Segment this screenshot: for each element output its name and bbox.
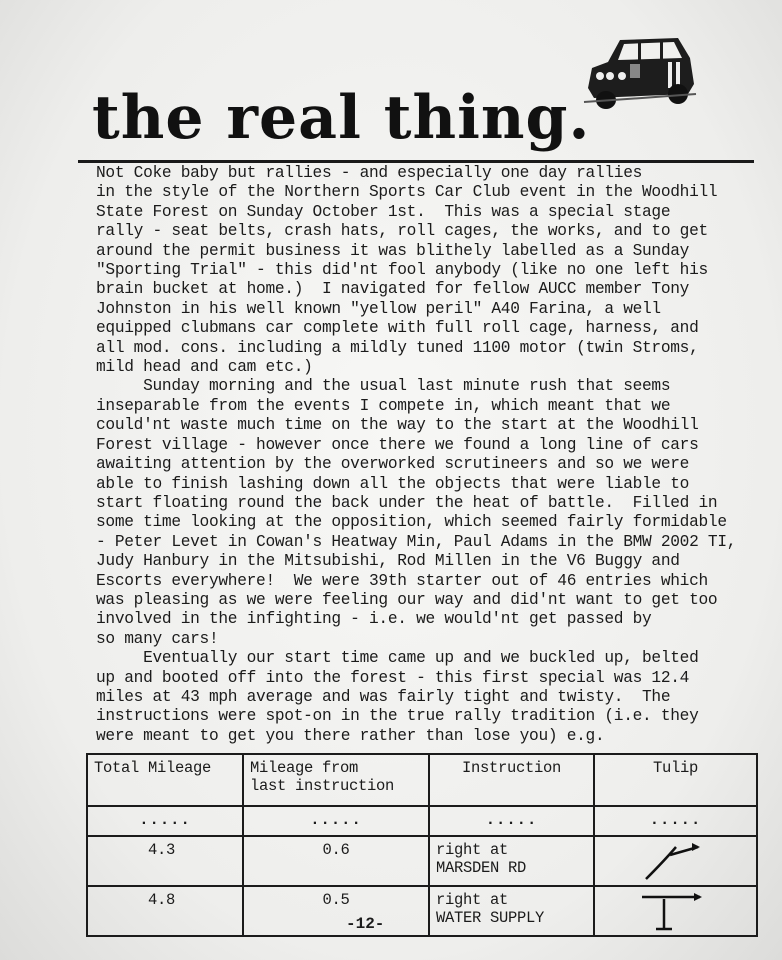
- rally-mini-car-icon: [582, 28, 698, 116]
- total-mileage-cell: 4.8: [87, 886, 243, 936]
- dots-cell: .....: [243, 806, 429, 836]
- table-row: [87, 836, 757, 886]
- tulip-cell: [594, 886, 757, 936]
- page-number: -12-: [346, 915, 385, 933]
- mileage-from-last-cell: 0.6: [243, 836, 429, 886]
- mileage-from-last-cell: 0.5: [243, 886, 429, 936]
- instruction-cell: right at WATER SUPPLY: [429, 886, 594, 936]
- dots-cell: .....: [429, 806, 594, 836]
- paragraph-3: Eventually our start time came up and we buckled up, belted up and booted off into the forest - this first special was 12.4 miles at 43 mph average and was fairly tight and twisty. The instructions were spot-on in the true rally tradition (i.e. they were meant to get you there rather than lose you) e.g.: [96, 649, 699, 745]
- tulip-t-junction-right-icon: [636, 891, 716, 931]
- dots-cell: .....: [87, 806, 243, 836]
- dots-cell: .....: [594, 806, 757, 836]
- instruction-table: [86, 753, 758, 937]
- tulip-right-fork-icon: [636, 841, 716, 881]
- header-tulip: Tulip: [594, 754, 757, 806]
- paragraph-2: Sunday morning and the usual last minute rush that seems inseparable from the events I compete in, which meant that we could'nt waste much time on the way to the start at the Woodhill Forest village - however once there we found a long line of cars awaiting attention by the overworked scrutineers and so we were able to finish lashing down all the objects that were liable to start floating round the back under the heat of battle. Filled in some time looking at the opposition, which seemed fairly formidable - Peter Levet in Cowan's Heatway Min, Paul Adams in the BMW 2002 TI, Judy Hanbury in the Mitsubishi, Rod Millen in the V6 Buggy and Escorts everywhere! We were 39th starter out of 46 entries which was pleasing as we were feeling our way and did'nt want to get too involved in the infighting - i.e. we would'nt get passed by so many cars!: [96, 377, 737, 648]
- header-instruction: Instruction: [429, 754, 594, 806]
- title-rule: [78, 160, 754, 163]
- total-mileage-cell: 4.3: [87, 836, 243, 886]
- paragraph-1: Not Coke baby but rallies - and especially one day rallies in the style of the Northern Sports Car Club event in the Woodhill State Forest on Sunday October 1st. This was a special stage rally - seat belts, crash hats, roll cages, the works, and to get around the permit business it was blithely labelled as a Sunday "Sporting Trial" - this did'nt fool anybody (like no one left his brain bucket at home.) I navigated for fellow AUCC member Tony Johnston in his well known "yellow peril" A40 Farina, a well equipped clubmans car complete with full roll cage, harness, and all mod. cons. including a mildly tuned 1100 motor (twin Stroms, mild head and cam etc.): [96, 164, 718, 377]
- header-mileage-from-last: Mileage from last instruction: [243, 754, 429, 806]
- article-body: [96, 164, 766, 746]
- table-row: [87, 886, 757, 936]
- table-dots-row: [87, 806, 757, 836]
- tulip-cell: [594, 836, 757, 886]
- header-total-mileage: Total Mileage: [87, 754, 243, 806]
- instruction-cell: right at MARSDEN RD: [429, 836, 594, 886]
- table-header-row: [87, 754, 757, 806]
- page-title: the real thing.: [92, 83, 591, 153]
